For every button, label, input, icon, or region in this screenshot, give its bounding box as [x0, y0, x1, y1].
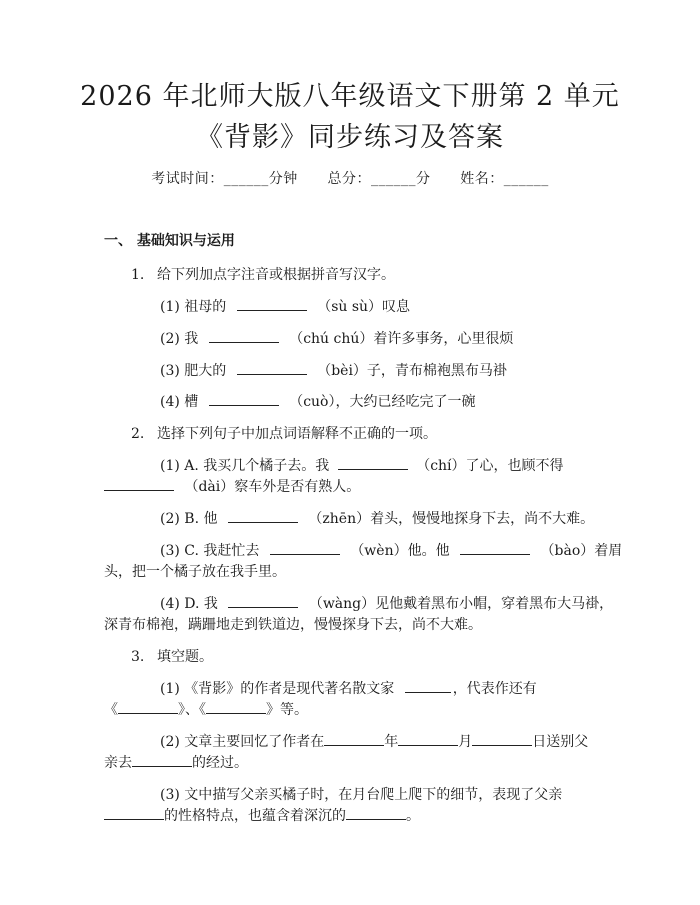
- option-text: （zhēn）着头，慢慢地探身下去，尚不大难。: [308, 511, 595, 527]
- exam-score: 总分：______分: [327, 171, 431, 187]
- q2-option-a-line1: [160, 455, 564, 475]
- item-text: 《: [104, 702, 118, 718]
- item-text: (2) 文章主要回忆了作者在: [160, 734, 325, 750]
- q2-option-d-line1: [160, 593, 613, 613]
- answer-blank[interactable]: [206, 712, 266, 714]
- page-title-line2: 《背影》同步练习及答案: [196, 122, 504, 153]
- answer-blank[interactable]: [346, 818, 406, 820]
- item-pinyin: （chú chú）着许多事务，心里很烦: [289, 331, 514, 347]
- option-text: 深青布棉袍，蹒跚地走到铁道边，慢慢探身下去，尚不大难。: [104, 617, 482, 633]
- answer-blank[interactable]: [228, 521, 298, 523]
- question-1: [131, 264, 395, 284]
- q2-option-a-line2: [104, 476, 360, 496]
- item-text: 槽: [184, 394, 199, 410]
- option-text: （wàng）见他戴着黑布小帽，穿着黑布大马褂，: [308, 596, 614, 612]
- option-text: （dài）察车外是否有熟人。: [184, 479, 361, 495]
- item-text: 》等。: [266, 702, 308, 718]
- item-text: 。: [406, 808, 420, 824]
- q3-item-2-line1: [160, 731, 588, 751]
- answer-blank[interactable]: [132, 765, 192, 767]
- item-text: 亲去: [104, 755, 132, 771]
- q3-item-3-line2: [104, 805, 420, 825]
- item-pinyin: （bèi）子，青布棉袍黑布马褂: [317, 363, 507, 379]
- q2-option-b: [160, 508, 594, 528]
- answer-blank[interactable]: [472, 744, 532, 746]
- answer-blank[interactable]: [209, 341, 279, 343]
- option-text: 头，把一个橘子放在我手里。: [104, 564, 286, 580]
- page-title-line1: 2026 年北师大版八年级语文下册第 2 单元: [80, 81, 620, 112]
- answer-blank[interactable]: [104, 489, 174, 491]
- option-text: (1) A. 我买几个橘子去。我: [160, 458, 330, 474]
- answer-blank[interactable]: [228, 606, 298, 608]
- q2-option-c-line1: [160, 540, 622, 560]
- item-text: (1) 《背影》的作者是现代著名散文家: [160, 681, 395, 697]
- student-name: 姓名：______: [460, 171, 549, 187]
- question-2: [131, 423, 437, 443]
- item-text: (3) 文中描写父亲买橘子时，在月台爬上爬下的细节，表现了父亲: [160, 787, 563, 803]
- question-number: 1.: [131, 267, 145, 283]
- item-text: 的性格特点，也蕴含着深沉的: [164, 808, 346, 824]
- item-text: 肥大的: [184, 363, 227, 379]
- question-3: [131, 646, 213, 666]
- q1-item-4: [160, 391, 476, 411]
- question-number: 2.: [131, 426, 145, 442]
- answer-blank[interactable]: [324, 744, 384, 746]
- item-text: ，代表作还有: [452, 681, 537, 697]
- answer-blank[interactable]: [104, 818, 164, 820]
- item-pinyin: （sù sù）叹息: [317, 299, 411, 315]
- item-pinyin: （cuò），大约已经吃完了一碗: [289, 394, 476, 410]
- q2-option-d-line2: [104, 614, 482, 634]
- item-text: 日送别父: [532, 734, 589, 750]
- q1-item-1: [160, 296, 410, 316]
- option-text: （chí）了心，也顾不得: [416, 458, 564, 474]
- option-text: (2) B. 他: [160, 511, 218, 527]
- answer-blank[interactable]: [338, 468, 408, 470]
- q3-item-2-line2: [104, 752, 248, 772]
- option-text: (3) C. 我赶忙去: [160, 543, 260, 559]
- item-index: (4): [160, 394, 180, 410]
- q1-item-3: [160, 360, 507, 380]
- item-text: 我: [184, 331, 199, 347]
- answer-blank[interactable]: [405, 691, 451, 693]
- q3-item-3-line1: [160, 784, 562, 804]
- answer-blank[interactable]: [398, 744, 458, 746]
- answer-blank[interactable]: [237, 309, 307, 311]
- answer-blank[interactable]: [118, 712, 178, 714]
- option-text: （bào）着眉: [540, 543, 623, 559]
- option-text: （wèn）他。他: [350, 543, 450, 559]
- exam-time: 考试时间：______分钟: [151, 171, 298, 187]
- item-text: 的经过。: [192, 755, 248, 771]
- answer-blank[interactable]: [209, 404, 279, 406]
- answer-blank[interactable]: [237, 373, 307, 375]
- answer-blank[interactable]: [460, 553, 530, 555]
- item-text: 月: [458, 734, 473, 750]
- q2-option-c-line2: [104, 561, 286, 581]
- q3-item-1-line2: [104, 699, 308, 719]
- question-text: 填空题。: [157, 649, 213, 665]
- question-number: 3.: [131, 649, 145, 665]
- item-text: 》、《: [178, 702, 206, 718]
- option-text: (4) D. 我: [160, 596, 218, 612]
- question-text: 给下列加点字注音或根据拼音写汉字。: [157, 267, 395, 283]
- item-index: (2): [160, 331, 180, 347]
- exam-meta: [0, 168, 700, 188]
- item-index: (1): [160, 299, 180, 315]
- q1-item-2: [160, 328, 513, 348]
- item-text: 年: [384, 734, 399, 750]
- section-heading: 一、 基础知识与运用: [104, 233, 235, 249]
- question-text: 选择下列句子中加点词语解释不正确的一项。: [157, 426, 437, 442]
- q3-item-1-line1: [160, 678, 537, 698]
- item-text: 祖母的: [184, 299, 227, 315]
- item-index: (3): [160, 363, 180, 379]
- answer-blank[interactable]: [270, 553, 340, 555]
